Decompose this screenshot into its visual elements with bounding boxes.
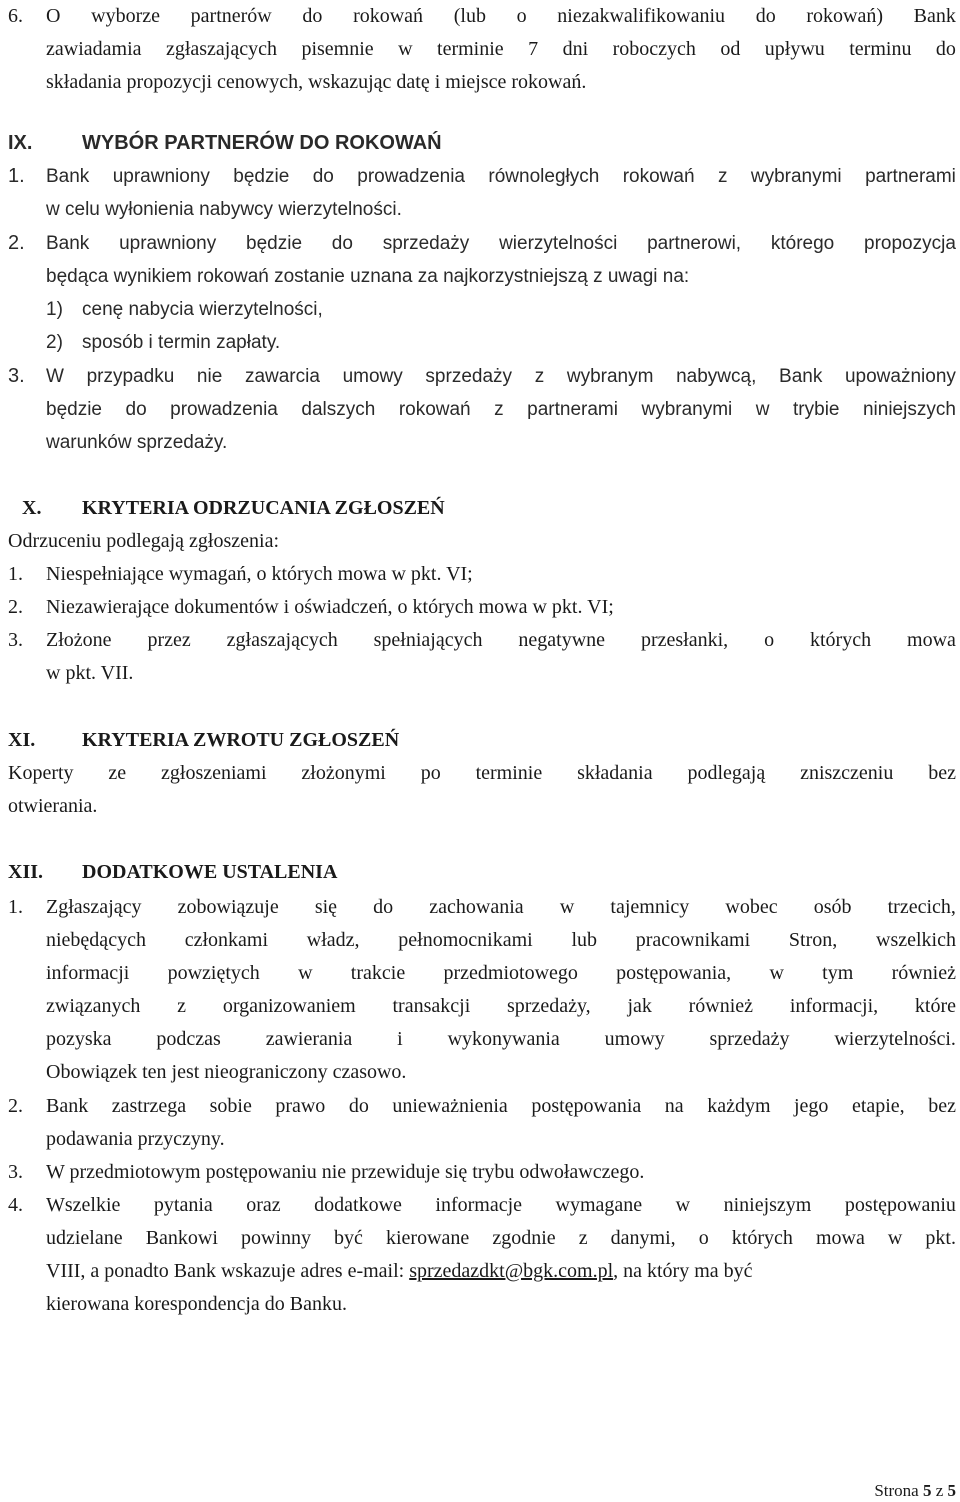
- sub-item-text: sposób i termin zapłaty.: [82, 332, 281, 353]
- paragraph-line: W przedmiotowym postępowaniu nie przewiduje się trybu odwoławczego.: [46, 1161, 645, 1183]
- footer-page-total: 5: [947, 1481, 956, 1500]
- item-number: 6.: [8, 5, 23, 27]
- email-link[interactable]: sprzedazdkt@bgk.com.pl: [409, 1260, 614, 1282]
- paragraph-line: Zgłaszający zobowiązuje się do zachowania w tajemnicy wobec osób trzecich,: [46, 896, 956, 918]
- paragraph-line: Wszelkie pytania oraz dodatkowe informacje wymagane w niniejszym postępowaniu: [46, 1194, 956, 1216]
- paragraph-line: związanych z organizowaniem transakcji sprzedaży, jak również informacji, które: [46, 995, 956, 1017]
- paragraph-line: Bank zastrzega sobie prawo do unieważnienia postępowania na każdym jego etapie, bez: [46, 1095, 956, 1117]
- paragraph-line: składania propozycji cenowych, wskazując datę i miejsce rokowań.: [46, 71, 587, 93]
- section-title: KRYTERIA ODRZUCANIA ZGŁOSZEŃ: [82, 497, 445, 519]
- list-item-text: Złożone przez zgłaszających spełniających negatywne przesłanki, o których mowa: [46, 629, 956, 651]
- section-title: DODATKOWE USTALENIA: [82, 861, 338, 883]
- line-text: VIII, a ponadto Bank wskazuje adres e-mail:: [46, 1260, 405, 1282]
- footer-page-number: 5: [922, 1481, 932, 1500]
- sub-item-number: 1): [46, 299, 63, 320]
- line-text: , na który ma być: [613, 1260, 753, 1282]
- item-number: 3.: [8, 629, 23, 651]
- section-number: XII.: [8, 861, 44, 883]
- item-number: 2.: [8, 1095, 23, 1117]
- paragraph-line: w celu wyłonienia nabywcy wierzytelności.: [46, 199, 402, 220]
- paragraph-line: Bank uprawniony będzie do prowadzenia równoległych rokowań z wybranymi partnerami: [46, 166, 956, 187]
- paragraph-line: W przypadku nie zawarcia umowy sprzedaży z wybranym nabywcą, Bank upoważniony: [46, 366, 956, 387]
- item-number: 1.: [8, 563, 23, 585]
- paragraph-line: udzielane Bankowi powinny być kierowane zgodnie z danymi, o których mowa w pkt.: [46, 1227, 956, 1249]
- footer-of-word: z: [935, 1481, 944, 1500]
- paragraph-line: zawiadamia zgłaszających pisemnie w terminie 7 dni roboczych od upływu terminu do: [46, 38, 956, 60]
- section-intro: Odrzuceniu podlegają zgłoszenia:: [8, 530, 279, 552]
- paragraph-line-with-email: [46, 1255, 956, 1288]
- item-number: 1.: [8, 896, 23, 918]
- paragraph-line: Obowiązek ten jest nieograniczony czasowo.: [46, 1061, 407, 1083]
- item-number: 3.: [8, 365, 25, 387]
- item-number: 2.: [8, 232, 25, 254]
- paragraph-line: pozyska podczas zawierania i wykonywania umowy sprzedaży wierzytelności.: [46, 1028, 956, 1050]
- sub-item-text: cenę nabycia wierzytelności,: [82, 299, 323, 320]
- paragraph-line: Koperty ze zgłoszeniami złożonymi po terminie składania podlegają zniszczeniu bez: [8, 762, 956, 784]
- section-number: IX.: [8, 132, 33, 154]
- paragraph-line: otwierania.: [8, 795, 98, 817]
- page-footer: [874, 1480, 956, 1502]
- paragraph-line: podawania przyczyny.: [46, 1128, 225, 1150]
- item-number: 2.: [8, 596, 23, 618]
- section-number: XI.: [8, 729, 36, 751]
- paragraph-line: niebędących członkami władz, pełnomocnikami lub pracownikami Stron, wszelkich: [46, 929, 956, 951]
- section-number: X.: [22, 497, 42, 519]
- list-item-text: Niezawierające dokumentów i oświadczeń, o których mowa w pkt. VI;: [46, 596, 614, 618]
- section-title: WYBÓR PARTNERÓW DO ROKOWAŃ: [82, 132, 442, 154]
- sub-item-number: 2): [46, 332, 63, 353]
- paragraph-line: warunków sprzedaży.: [46, 432, 228, 453]
- paragraph-line: kierowana korespondencja do Banku.: [46, 1293, 348, 1315]
- item-number: 3.: [8, 1161, 23, 1183]
- item-number: 4.: [8, 1194, 23, 1216]
- paragraph-line: O wyborze partnerów do rokowań (lub o niezakwalifikowaniu do rokowań) Bank: [46, 5, 956, 27]
- list-item-text: Niespełniające wymagań, o których mowa w pkt. VI;: [46, 563, 473, 585]
- list-item-text: w pkt. VII.: [46, 662, 134, 684]
- section-title: KRYTERIA ZWROTU ZGŁOSZEŃ: [82, 729, 400, 751]
- paragraph-line: będzie do prowadzenia dalszych rokowań z partnerami wybranymi w trybie niniejszych: [46, 399, 956, 420]
- footer-page-word: Strona: [874, 1481, 919, 1500]
- item-number: 1.: [8, 165, 25, 187]
- paragraph-line: informacji powziętych w trakcie przedmiotowego postępowania, w tym również: [46, 962, 956, 984]
- paragraph-line: Bank uprawniony będzie do sprzedaży wierzytelności partnerowi, którego propozycja: [46, 233, 956, 254]
- paragraph-line: będąca wynikiem rokowań zostanie uznana za najkorzystniejszą z uwagi na:: [46, 266, 690, 287]
